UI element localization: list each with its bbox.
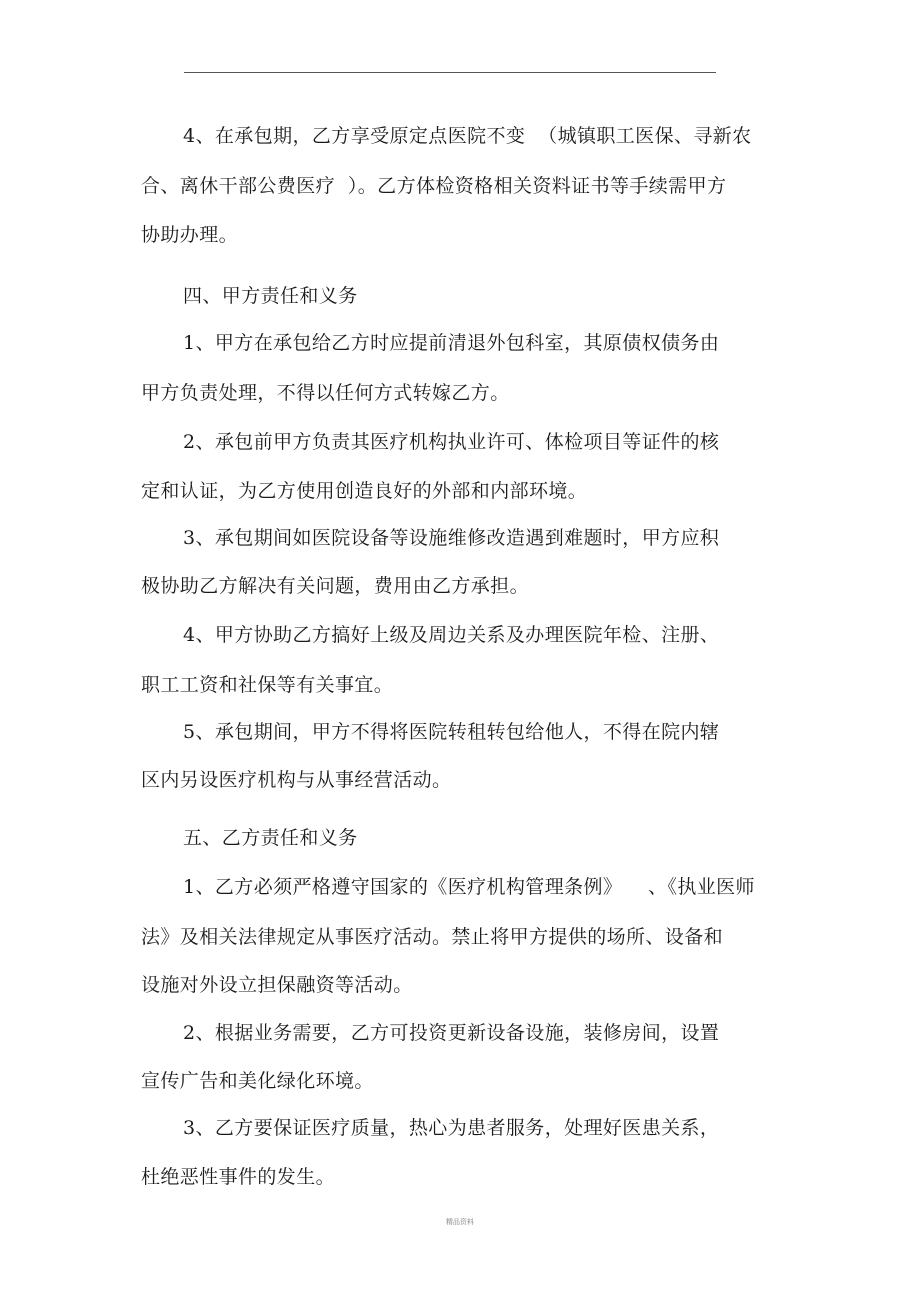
text-line: 合、离休干部公费医疗 ）。乙方体检资格相关资料证书等手续需甲方 — [141, 175, 727, 197]
page-footer: 精品资料 — [446, 1218, 474, 1226]
text-line: 4、在承包期，乙方享受原定点医院不变 （城镇职工医保、寻新农 — [183, 125, 752, 147]
text-line: 1、甲方在承包给乙方时应提前清退外包科室，其原债权债务由 — [183, 332, 720, 354]
text-line: 法》及相关法律规定从事医疗活动。禁止将甲方提供的场所、设备和 — [141, 926, 724, 948]
text-line: 宣传广告和美化绿化环境。 — [141, 1070, 374, 1092]
text-line: 3、承包期间如医院设备等设施维修改造遇到难题时，甲方应积 — [183, 527, 720, 549]
text-line: 2、承包前甲方负责其医疗机构执业许可、体检项目等证件的核 — [183, 431, 720, 453]
text-line: 5、承包期间，甲方不得将医院转租转包给他人，不得在院内辖 — [183, 721, 720, 743]
section-heading: 四、甲方责任和义务 — [183, 285, 358, 307]
text-line: 区内另设医疗机构与从事经营活动。 — [141, 769, 452, 791]
section-heading: 五、乙方责任和义务 — [183, 827, 358, 849]
text-line: 极协助乙方解决有关问题，费用由乙方承担。 — [141, 575, 530, 597]
text-line: 职工工资和社保等有关事宜。 — [141, 674, 394, 696]
text-line: 1、乙方必须严格遵守国家的《医疗机构管理条例》 、《执业医师 — [183, 876, 755, 898]
text-line: 3、乙方要保证医疗质量，热心为患者服务，处理好医患关系， — [183, 1117, 720, 1139]
text-line: 杜绝恶性事件的发生。 — [141, 1166, 336, 1188]
text-line: 2、根据业务需要，乙方可投资更新设备设施，装修房间，设置 — [183, 1022, 720, 1044]
text-line: 设施对外设立担保融资等活动。 — [141, 974, 413, 996]
text-line: 协助办理。 — [141, 224, 239, 246]
text-line: 定和认证，为乙方使用创造良好的外部和内部环境。 — [141, 480, 588, 502]
text-line: 甲方负责处理，不得以任何方式转嫁乙方。 — [141, 382, 510, 404]
header-rule — [184, 72, 716, 73]
text-line: 4、甲方协助乙方搞好上级及周边关系及办理医院年检、注册、 — [183, 624, 720, 646]
